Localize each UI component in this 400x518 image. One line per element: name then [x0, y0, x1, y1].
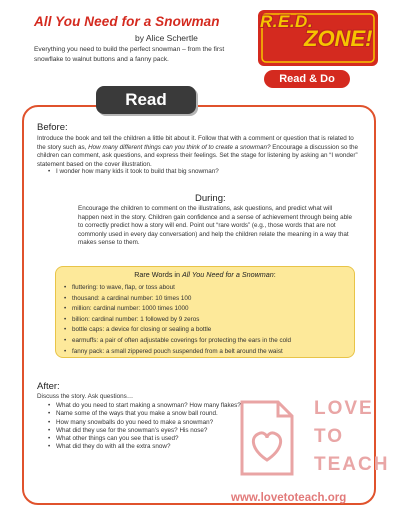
watermark-word-teach: TEACH	[314, 454, 390, 475]
book-author: by Alice Schertle	[135, 33, 198, 43]
during-text: Encourage the children to comment on the illustrations, ask questions, and predict what will happen next in the story. Children gain confidence and a sense of achievement through being able to correctly predict how a story will end. Point out “rare words” (e.g., those words that are not commonly used in every day conversation) and help the children relate the meaning in a way that makes sense to them.	[78, 205, 352, 247]
logo-red: R.E.D.	[260, 12, 314, 31]
rare-words-list	[62, 283, 291, 357]
list-item: • Name some of the ways that you make a snow ball round.	[46, 410, 241, 418]
rare-title-suffix: :	[273, 270, 276, 279]
list-item: • I wonder how many kids it took to build that big snowman?	[46, 168, 219, 177]
watermark-word-love: LOVE	[314, 398, 374, 419]
list-item: • thousand: a cardinal number: 10 times 100	[62, 294, 291, 305]
rare-title-prefix: Rare Words in	[134, 270, 183, 279]
after-heading: After:	[37, 381, 60, 392]
before-text-em: How many different things can you think of to create a snowman?	[88, 143, 271, 151]
list-item: • How many snowballs do you need to make a snowman?	[46, 419, 241, 427]
before-heading: Before:	[37, 122, 68, 133]
list-item: • fluttering: to wave, flap, or toss about	[62, 283, 291, 294]
book-title: All You Need for a Snowman	[34, 14, 220, 29]
list-item: • What did they use for the snowman’s eyes? His nose?	[46, 427, 241, 435]
before-text-b: Encourage a discussion so the children can comment, ask questions, and express their feelings. Set the stage for listening by asking an “I wonder” statement based on the cover illustration.	[37, 143, 358, 168]
book-intro: Everything you need to build the perfect snowman – from the first snowflake to walnut buttons and a fanny pack.	[34, 46, 225, 63]
logo-tagline: Read & Do	[264, 70, 350, 88]
before-bullets	[46, 168, 219, 177]
before-text-a: Introduce the book and tell the children a little bit about it. Follow that with a comment or question that is related to the story such as,	[37, 135, 354, 151]
list-item: • What did they do with all the extra snow?	[46, 443, 241, 451]
list-item: • What do you need to start making a snowman? How many flakes?	[46, 402, 241, 410]
after-bullets	[46, 402, 241, 452]
logo-zone: ZONE!	[304, 26, 373, 51]
list-item: • million: cardinal number: 1000 times 1000	[62, 304, 291, 315]
section-label-read: Read	[96, 86, 196, 114]
before-text	[37, 135, 363, 169]
list-item: • What other things can you see that is used?	[46, 435, 241, 443]
list-item: • fanny pack: a small zippered pouch suspended from a belt around the waist	[62, 347, 291, 358]
red-zone-logo	[256, 8, 380, 96]
rare-title-book: All You Need for a Snowman	[182, 270, 274, 279]
list-item: • billion: cardinal number: 1 followed by 9 zeros	[62, 315, 291, 326]
list-item: • bottle caps: a device for closing or sealing a bottle	[62, 325, 291, 336]
watermark-word-to: TO	[314, 426, 345, 447]
rare-words-title	[55, 270, 355, 279]
after-intro: Discuss the story. Ask questions…	[37, 393, 134, 400]
during-heading: During:	[195, 193, 226, 204]
watermark-url[interactable]: www.lovetoteach.org	[231, 492, 347, 504]
list-item: • earmuffs: a pair of often adjustable coverings for protecting the ears in the cold	[62, 336, 291, 347]
document-heart-icon	[238, 398, 298, 478]
